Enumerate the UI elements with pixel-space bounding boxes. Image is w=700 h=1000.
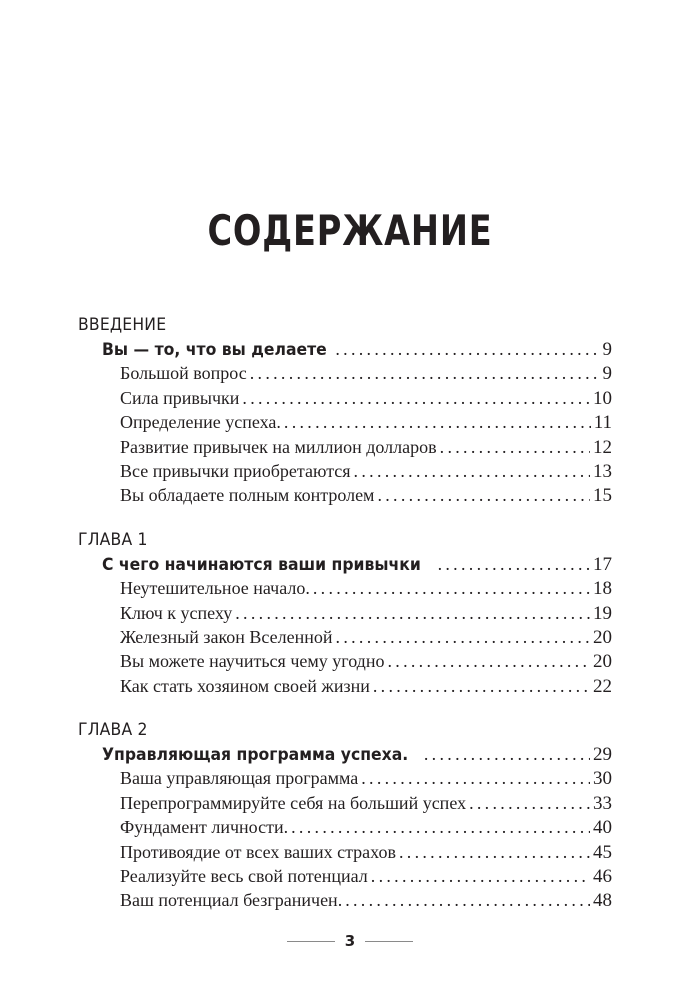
entry-title: Большой вопрос bbox=[120, 363, 247, 384]
page-number: 15 bbox=[593, 485, 612, 507]
page-number: 10 bbox=[593, 387, 612, 409]
entry-title: Развитие привычек на миллион долларов bbox=[120, 436, 437, 457]
toc-entry[interactable] bbox=[78, 410, 612, 434]
toc-section-introduction bbox=[78, 313, 612, 508]
table-of-contents bbox=[78, 313, 612, 933]
entry-title: Вы можете научиться чему угодно bbox=[120, 651, 385, 672]
dot-leader bbox=[284, 410, 591, 434]
page-number: 20 bbox=[593, 626, 612, 648]
dot-leader bbox=[424, 742, 590, 766]
toc-section-chapter-1 bbox=[78, 528, 612, 698]
dot-leader bbox=[336, 625, 590, 649]
page-number: 20 bbox=[593, 651, 612, 673]
entry-title: Неутешительное начало. bbox=[120, 578, 310, 599]
dot-leader bbox=[440, 435, 590, 459]
toc-entry[interactable] bbox=[78, 483, 612, 507]
entry-title: Сила привычки bbox=[120, 387, 240, 408]
entry-title: Перепрограммируйте себя на больший успех bbox=[120, 792, 467, 813]
toc-entry[interactable] bbox=[78, 576, 612, 600]
page-number: 29 bbox=[593, 744, 612, 766]
toc-entry[interactable] bbox=[78, 601, 612, 625]
chapter-entry[interactable] bbox=[78, 337, 612, 361]
chapter-entry[interactable] bbox=[78, 742, 612, 766]
toc-entry[interactable] bbox=[78, 864, 612, 888]
dot-leader bbox=[373, 674, 590, 698]
entry-title: Ключ к успеху bbox=[120, 602, 233, 623]
page-number: 48 bbox=[593, 890, 612, 912]
page-title: СОДЕРЖАНИЕ bbox=[207, 206, 493, 255]
dot-leader bbox=[250, 361, 600, 385]
entry-title: Вы обладаете полным контролем bbox=[120, 485, 375, 506]
page-number: 46 bbox=[593, 866, 612, 888]
chapter-entry[interactable] bbox=[78, 552, 612, 576]
footer-page-number: 3 bbox=[344, 932, 356, 950]
toc-entry[interactable] bbox=[78, 888, 612, 912]
dot-leader bbox=[387, 649, 590, 673]
entry-title: Противоядие от всех ваших страхов bbox=[120, 841, 396, 862]
chapter-title: Вы — то, что вы делаете bbox=[102, 340, 327, 360]
section-label: ГЛАВА 2 bbox=[78, 720, 148, 741]
page-number: 19 bbox=[593, 602, 612, 624]
entry-title: Определение успеха. bbox=[120, 412, 281, 433]
section-label: ГЛАВА 1 bbox=[78, 529, 148, 550]
page-number: 12 bbox=[593, 436, 612, 458]
toc-entry[interactable] bbox=[78, 361, 612, 385]
entry-title: Все привычки приобретаются bbox=[120, 460, 351, 481]
dot-leader bbox=[469, 791, 590, 815]
toc-entry[interactable] bbox=[78, 435, 612, 459]
dot-leader bbox=[377, 483, 590, 507]
toc-entry[interactable] bbox=[78, 815, 612, 839]
toc-entry[interactable] bbox=[78, 791, 612, 815]
dot-leader bbox=[361, 766, 590, 790]
page-number: 22 bbox=[593, 675, 612, 697]
dot-leader bbox=[438, 552, 590, 576]
chapter-title: Управляющая программа успеха. bbox=[102, 745, 409, 766]
toc-entry[interactable] bbox=[78, 625, 612, 649]
dot-leader bbox=[313, 576, 590, 600]
dot-leader bbox=[242, 386, 590, 410]
dot-leader bbox=[291, 815, 590, 839]
footer-rule-right bbox=[365, 941, 413, 942]
toc-entry[interactable] bbox=[78, 840, 612, 864]
page-number: 17 bbox=[593, 553, 612, 575]
footer-rule-left bbox=[287, 941, 335, 942]
page-number: 9 bbox=[602, 363, 612, 385]
toc-entry[interactable] bbox=[78, 649, 612, 673]
page-number: 18 bbox=[593, 578, 612, 600]
entry-title: Ваш потенциал безграничен. bbox=[120, 890, 343, 911]
dot-leader bbox=[235, 601, 590, 625]
entry-title: Как стать хозяином своей жизни bbox=[120, 675, 370, 696]
page-footer bbox=[0, 932, 700, 950]
toc-entry[interactable] bbox=[78, 674, 612, 698]
entry-title: Ваша управляющая программа bbox=[120, 768, 359, 789]
dot-leader bbox=[345, 888, 590, 912]
toc-entry[interactable] bbox=[78, 459, 612, 483]
page-number: 13 bbox=[593, 460, 612, 482]
page-number: 45 bbox=[593, 841, 612, 863]
dot-leader bbox=[354, 459, 590, 483]
page-number: 33 bbox=[593, 792, 612, 814]
entry-title: Реализуйте весь свой потенциал bbox=[120, 866, 368, 887]
page-number: 30 bbox=[593, 768, 612, 790]
entry-title: Железный закон Вселенной bbox=[120, 626, 333, 647]
page-number: 11 bbox=[593, 412, 612, 434]
page-number: 40 bbox=[593, 817, 612, 839]
chapter-title: С чего начинаются ваши привычки bbox=[102, 554, 421, 575]
toc-section-chapter-2 bbox=[78, 718, 612, 913]
toc-entry[interactable] bbox=[78, 766, 612, 790]
entry-title: Фундамент личности. bbox=[120, 817, 289, 838]
dot-leader bbox=[371, 864, 590, 888]
dot-leader bbox=[335, 337, 599, 361]
page-number: 9 bbox=[602, 339, 612, 360]
dot-leader bbox=[399, 840, 590, 864]
section-label: ВВЕДЕНИЕ bbox=[78, 315, 167, 335]
toc-entry[interactable] bbox=[78, 386, 612, 410]
